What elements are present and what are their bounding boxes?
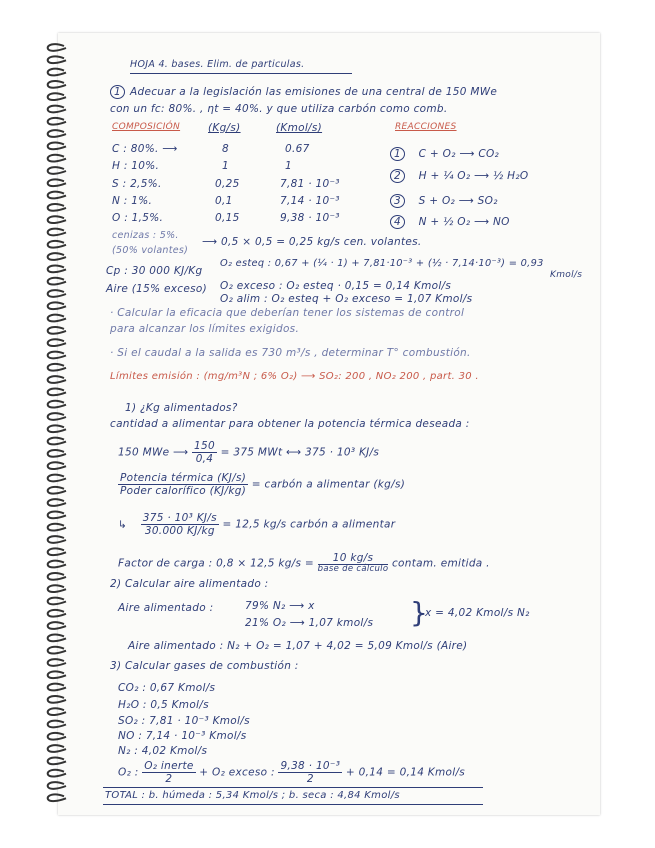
spiral-ring xyxy=(48,290,66,297)
reaction-1: 1 C + O₂ ⟶ CO₂ xyxy=(390,148,499,160)
spiral-ring xyxy=(48,401,66,408)
spiral-ring xyxy=(48,450,66,457)
spiral-ring xyxy=(48,561,66,568)
spiral-ring xyxy=(48,487,66,494)
spiral-ring xyxy=(48,696,66,703)
comp-kmols: 0.67 xyxy=(285,143,310,155)
bullet-2: · Si el caudal a la salida es 730 m³/s , determinar T° combustión. xyxy=(110,347,471,359)
spiral-ring xyxy=(48,241,66,248)
spiral-ring xyxy=(48,635,66,642)
ash-line-2: (50% volantes) xyxy=(112,245,189,256)
power-conversion: 150 MWe ⟶ $\frac{150}{0,4}$ = 375 MWt ⟷ 375 · 10³ KJ/s xyxy=(118,440,380,466)
spiral-binding xyxy=(44,40,68,810)
comp-label: S : 2,5%. xyxy=(112,178,162,190)
spiral-ring xyxy=(48,438,66,445)
spiral-ring xyxy=(48,364,66,371)
spiral-ring xyxy=(48,462,66,469)
spiral-ring xyxy=(48,475,66,482)
spiral-ring xyxy=(48,192,66,199)
spiral-ring xyxy=(48,536,66,543)
spiral-ring xyxy=(48,278,66,285)
bullet-1-line-1: · Calcular la eficacia que deberían tener los sistemas de control xyxy=(110,307,465,319)
header-underline xyxy=(130,73,352,74)
comp-label: H : 10%. xyxy=(112,160,160,172)
page-header: HOJA 4. bases. Elim. de particulas. xyxy=(130,59,305,70)
spiral-ring xyxy=(48,684,66,691)
spiral-ring xyxy=(48,524,66,531)
total-bottom-rule xyxy=(103,804,483,805)
comp-kgs: 8 xyxy=(222,143,229,155)
limits-line: Límites emisión : (mg/m³N ; 6% O₂) ⟶ SO₂: 200 , NO₂ 200 , part. 30 . xyxy=(110,371,479,382)
air-fed-label: Aire alimentado : xyxy=(118,602,214,614)
gas-so2: SO₂ : 7,81 · 10⁻³ Kmol/s xyxy=(118,715,250,727)
spiral-ring xyxy=(48,155,66,162)
comp-kmols: 7,14 · 10⁻³ xyxy=(280,195,340,207)
spiral-ring xyxy=(48,647,66,654)
reaction-2: 2 H + ¼ O₂ ⟶ ½ H₂O xyxy=(390,170,528,182)
total-line: TOTAL : b. húmeda : 5,34 Kmol/s ; b. seca : 4,84 Kmol/s xyxy=(105,790,400,801)
spiral-ring xyxy=(48,733,66,740)
spiral-ring xyxy=(48,721,66,728)
comp-label: N : 1%. xyxy=(112,195,153,207)
spiral-ring xyxy=(48,758,66,765)
spiral-ring xyxy=(48,548,66,555)
question-1-text: cantidad a alimentar para obtener la potencia térmica deseada : xyxy=(110,418,470,430)
formula-block: $\frac{\text{Potencia térmica (KJ/s)}}{\text{Poder calorífico (KJ/kg)}}$ = carbón a alimentar (kg/s) xyxy=(120,472,406,498)
comp-kgs: 0,25 xyxy=(215,178,240,190)
comp-kgs: 1 xyxy=(222,160,229,172)
problem-number: 1 xyxy=(110,86,125,98)
spiral-ring xyxy=(48,179,66,186)
spiral-ring xyxy=(48,770,66,777)
spiral-ring xyxy=(48,585,66,592)
spiral-ring xyxy=(48,130,66,137)
problem-statement-2: con un fc: 80%. , ηt = 40%. y que utiliza carbón como comb. xyxy=(110,103,448,115)
comp-kmols: 9,38 · 10⁻³ xyxy=(280,212,340,224)
spiral-ring xyxy=(48,610,66,617)
spiral-ring xyxy=(48,708,66,715)
air-x: x = 4,02 Kmol/s N₂ xyxy=(425,607,530,619)
o2-esteq: O₂ esteq : 0,67 + (¼ · 1) + 7,81·10⁻³ + (½ · 7,14·10⁻³) = 0,93 xyxy=(220,258,544,269)
kmols-header: (Kmol/s) xyxy=(276,122,323,134)
kgs-header: (Kg/s) xyxy=(208,122,241,134)
spiral-ring xyxy=(48,745,66,752)
reaction-3: 3 S + O₂ ⟶ SO₂ xyxy=(390,195,498,207)
spiral-ring xyxy=(48,253,66,260)
ash-line-1: cenizas : 5%. xyxy=(112,230,179,241)
reaction-4: 4 N + ½ O₂ ⟶ NO xyxy=(390,216,510,228)
air-excess: Aire (15% exceso) xyxy=(106,283,207,295)
spiral-ring xyxy=(48,315,66,322)
bullet-1-line-2: para alcanzar los límites exigidos. xyxy=(110,323,300,335)
spiral-ring xyxy=(48,167,66,174)
spiral-ring xyxy=(48,44,66,51)
cp-value: Cp : 30 000 KJ/Kg xyxy=(106,265,203,277)
spiral-ring xyxy=(48,598,66,605)
spiral-ring xyxy=(48,622,66,629)
comp-kmols: 1 xyxy=(285,160,292,172)
comp-kgs: 0,15 xyxy=(215,212,240,224)
spiral-ring xyxy=(48,93,66,100)
o2-exceso: O₂ exceso : O₂ esteq · 0,15 = 0,14 Kmol/s xyxy=(220,280,452,292)
comp-label: O : 1,5%. xyxy=(112,212,164,224)
spiral-ring xyxy=(48,229,66,236)
ash-calc: ⟶ 0,5 × 0,5 = 0,25 kg/s cen. volantes. xyxy=(202,236,422,248)
spiral-ring xyxy=(48,327,66,334)
gas-o2: O₂ : $\frac{\text{O₂ inerte}}{2}$ + O₂ exceso : $\frac{\text{9,38 · 10⁻³}}{2}$ + 0,14 = 0,14 Kmol/s xyxy=(118,760,466,786)
air-o2: 21% O₂ ⟶ 1,07 kmol/s xyxy=(245,617,374,629)
spiral-ring xyxy=(48,782,66,789)
spiral-ring xyxy=(48,413,66,420)
spiral-ring xyxy=(48,266,66,273)
spiral-ring xyxy=(48,794,66,801)
load-factor: Factor de carga : 0,8 × 12,5 kg/s = $\frac{10 kg/s}{\text{base de cálculo}}$ contam. emitida . xyxy=(118,552,490,575)
spiral-ring xyxy=(48,106,66,113)
question-1: 1) ¿Kg alimentados? xyxy=(125,402,238,414)
comp-kmols: 7,81 · 10⁻³ xyxy=(280,178,340,190)
spiral-ring xyxy=(48,659,66,666)
gas-co2: CO₂ : 0,67 Kmol/s xyxy=(118,682,216,694)
spiral-ring xyxy=(48,339,66,346)
o2-alim: O₂ alim : O₂ esteq + O₂ exceso = 1,07 Kmol/s xyxy=(220,293,473,305)
question-2: 2) Calcular aire alimentado : xyxy=(110,578,269,590)
spiral-ring xyxy=(48,573,66,580)
o2-esteq-unit: Kmol/s xyxy=(550,270,583,280)
comp-label: C : 80%. ⟶ xyxy=(112,143,178,155)
spiral-ring xyxy=(48,499,66,506)
problem-statement-1: Adecuar a la legislación las emisiones de una central de 150 MWe xyxy=(130,86,498,98)
brace: } xyxy=(410,596,429,629)
air-total: Aire alimentado : N₂ + O₂ = 1,07 + 4,02 = 5,09 Kmol/s (Aire) xyxy=(128,640,468,652)
spiral-ring xyxy=(48,302,66,309)
spiral-ring xyxy=(48,216,66,223)
spiral-ring xyxy=(48,352,66,359)
spiral-ring xyxy=(48,512,66,519)
comp-kgs: 0,1 xyxy=(215,195,233,207)
spiral-ring xyxy=(48,56,66,63)
spiral-ring xyxy=(48,204,66,211)
spiral-ring xyxy=(48,425,66,432)
reactions-header: REACCIONES xyxy=(395,122,457,132)
spiral-ring xyxy=(48,671,66,678)
coal-calculation: ↳ $\frac{\text{375 · 10³ KJ/s}}{30.000 KJ/kg}$ = 12,5 kg/s carbón a alimentar xyxy=(118,512,396,538)
spiral-ring xyxy=(48,143,66,150)
gas-n2: N₂ : 4,02 Kmol/s xyxy=(118,745,208,757)
gas-h2o: H₂O : 0,5 Kmol/s xyxy=(118,699,209,711)
spiral-ring xyxy=(48,69,66,76)
spiral-ring xyxy=(48,389,66,396)
air-n2: 79% N₂ ⟶ x xyxy=(245,600,315,612)
composition-header: COMPOSICIÓN xyxy=(112,122,181,132)
gas-no: NO : 7,14 · 10⁻³ Kmol/s xyxy=(118,730,247,742)
question-3: 3) Calcular gases de combustión : xyxy=(110,660,299,672)
spiral-ring xyxy=(48,81,66,88)
spiral-ring xyxy=(48,376,66,383)
total-top-rule xyxy=(103,787,483,788)
spiral-ring xyxy=(48,118,66,125)
